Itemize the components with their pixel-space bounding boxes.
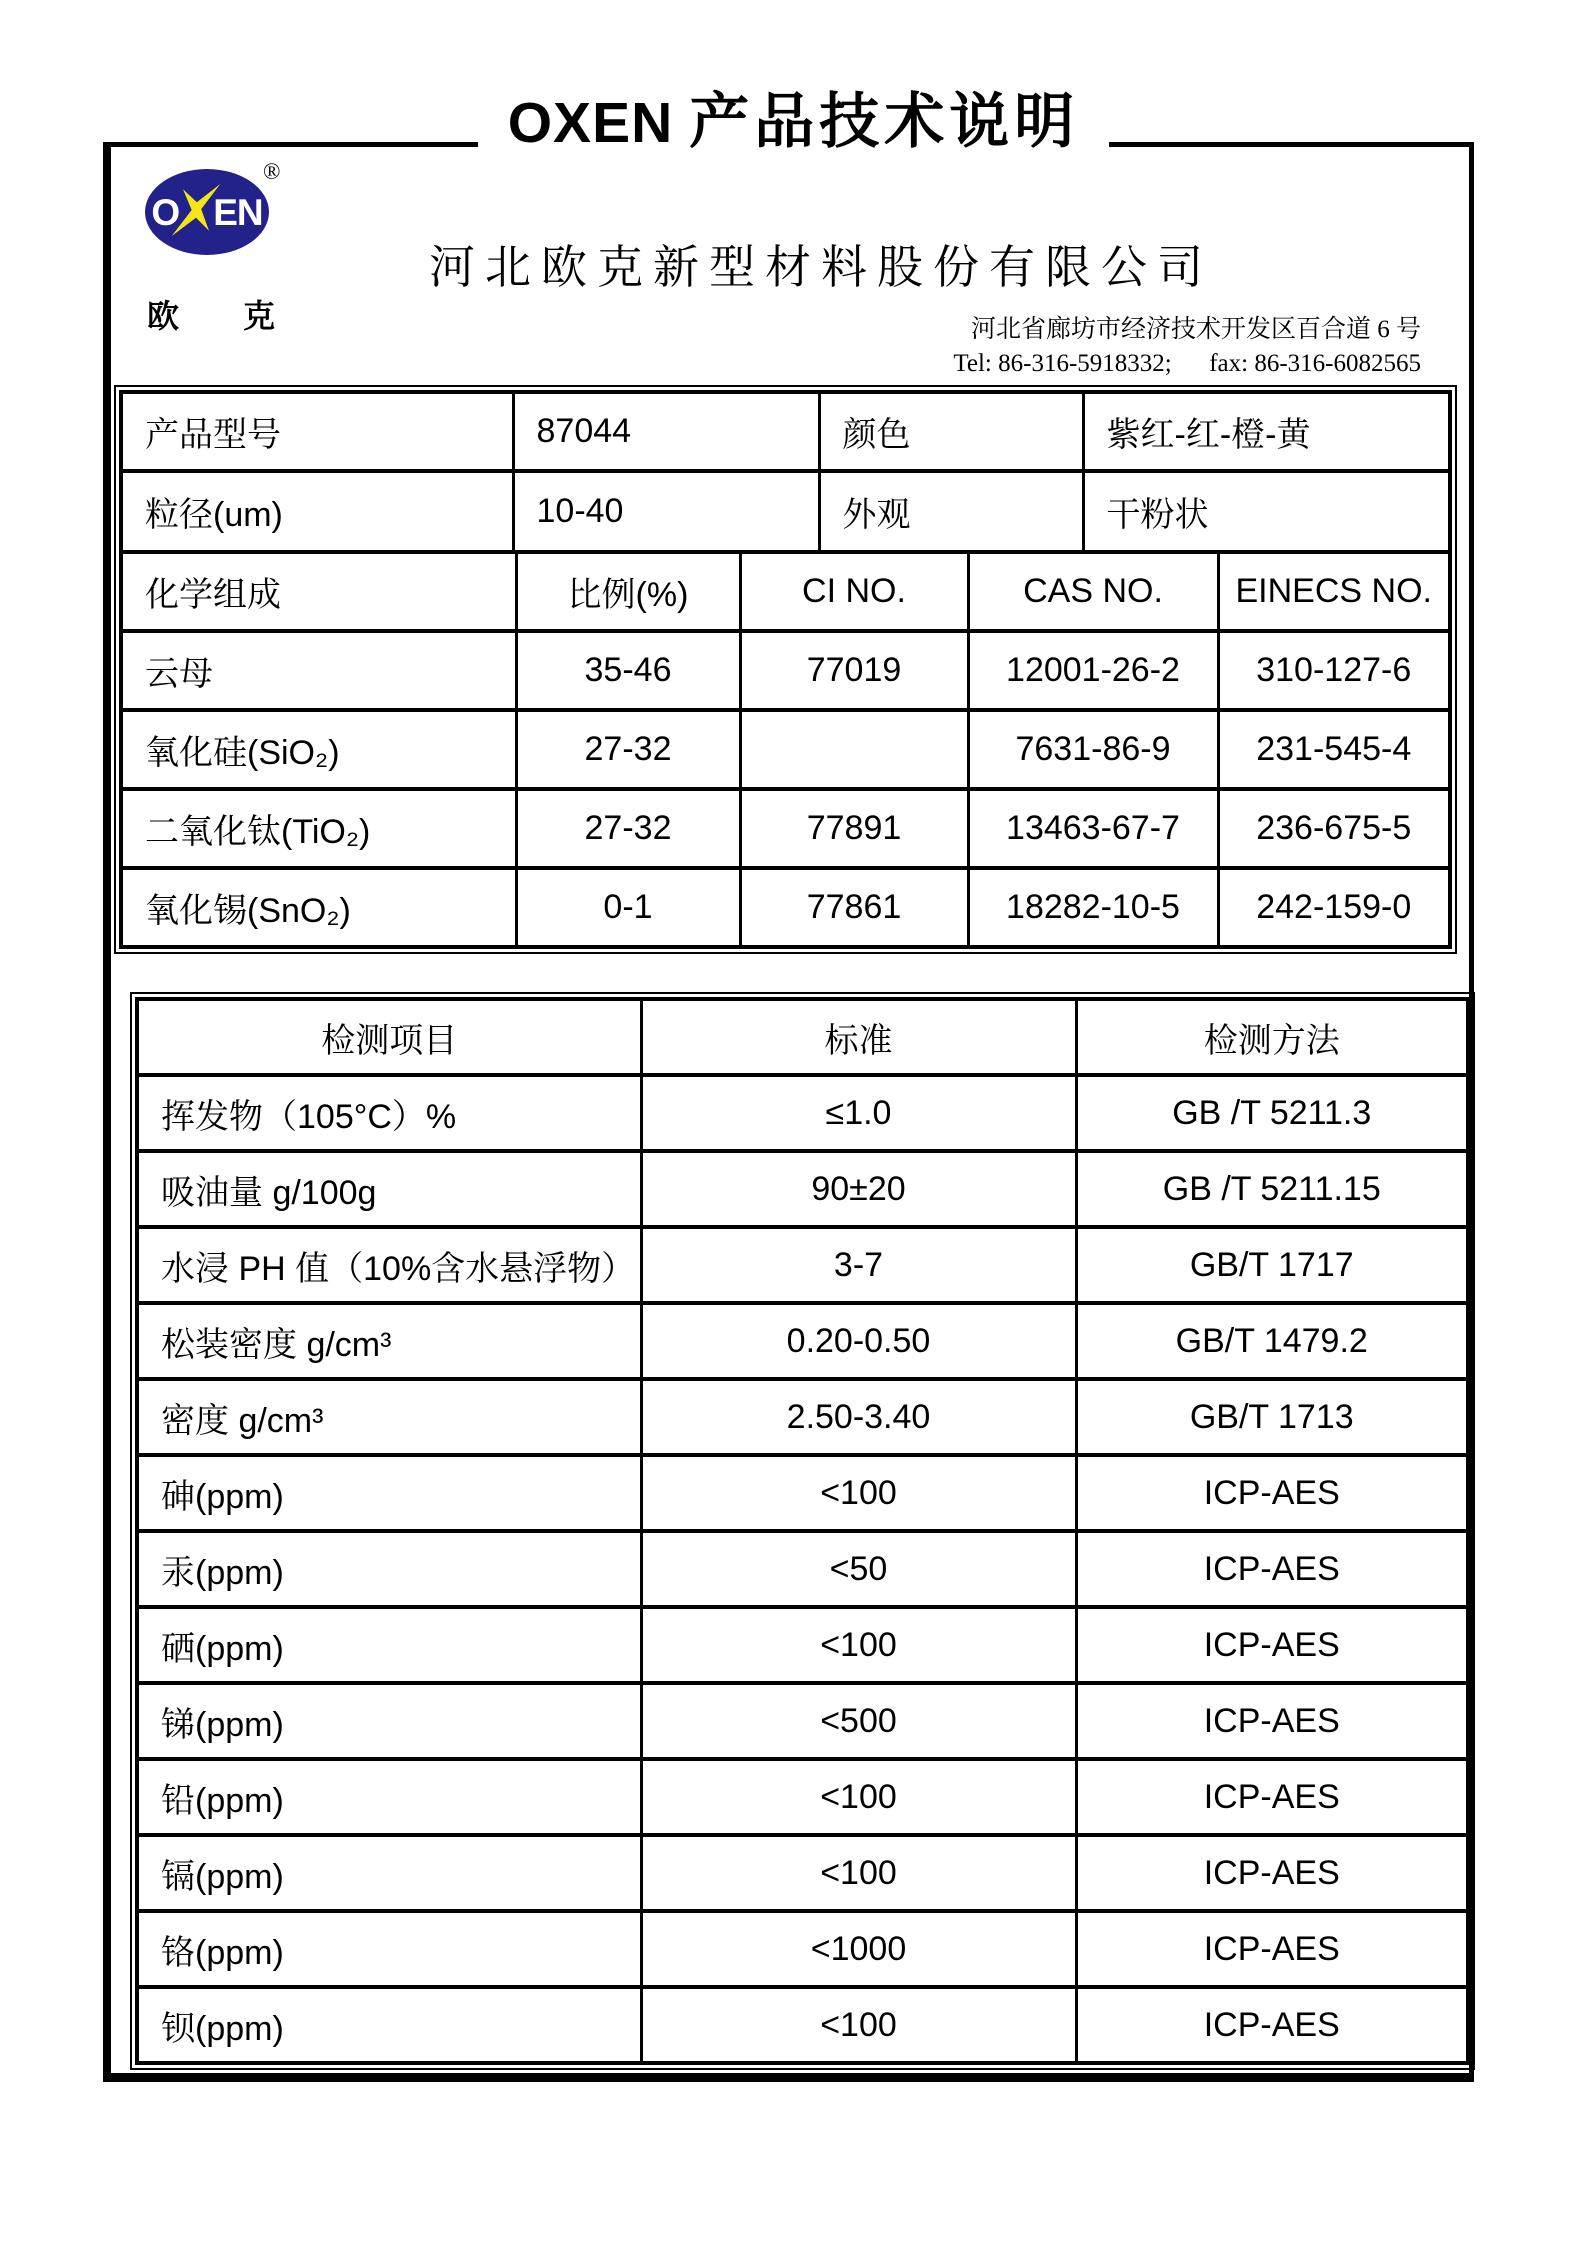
method-cell: ICP-AES bbox=[1076, 1911, 1468, 1987]
method-cell: GB /T 5211.15 bbox=[1076, 1151, 1468, 1227]
table-row bbox=[137, 1303, 1468, 1379]
test-header-row bbox=[137, 999, 1468, 1075]
composition-cell: 77861 bbox=[740, 868, 968, 947]
table-row bbox=[121, 710, 1450, 789]
table-row bbox=[137, 1531, 1468, 1607]
company-logo bbox=[145, 159, 355, 334]
logo-caption-right: 克 bbox=[242, 298, 275, 334]
test-item-cell: 挥发物（105°C）% bbox=[137, 1075, 641, 1151]
test-item-cell: 钡(ppm) bbox=[137, 1987, 641, 2063]
standard-cell: ≤1.0 bbox=[641, 1075, 1076, 1151]
standard-cell: 90±20 bbox=[641, 1151, 1076, 1227]
table-row bbox=[121, 868, 1450, 947]
method-cell: ICP-AES bbox=[1076, 1683, 1468, 1759]
table-row bbox=[121, 471, 1450, 550]
composition-cell: 77019 bbox=[740, 631, 968, 710]
appearance-label: 外观 bbox=[819, 471, 1083, 550]
column-header-cas-no: CAS NO. bbox=[968, 552, 1218, 631]
composition-cell: 236-675-5 bbox=[1218, 789, 1450, 868]
composition-cell: 氧化锡(SnO₂) bbox=[121, 868, 516, 947]
standard-cell: <1000 bbox=[641, 1911, 1076, 1987]
oxen-logo-ellipse bbox=[145, 169, 269, 255]
standard-cell: <50 bbox=[641, 1531, 1076, 1607]
method-cell: ICP-AES bbox=[1076, 1835, 1468, 1911]
company-name: 河北欧克新型材料股份有限公司 bbox=[429, 242, 1213, 293]
standard-cell: 2.50-3.40 bbox=[641, 1379, 1076, 1455]
table-row bbox=[137, 1455, 1468, 1531]
test-item-cell: 密度 g/cm³ bbox=[137, 1379, 641, 1455]
test-item-cell: 铬(ppm) bbox=[137, 1911, 641, 1987]
composition-cell: 云母 bbox=[121, 631, 516, 710]
company-contact: Tel: 86-316-5918332; fax: 86-316-6082565 bbox=[953, 350, 1421, 377]
method-cell: ICP-AES bbox=[1076, 1987, 1468, 2063]
column-header-standard: 标准 bbox=[641, 999, 1076, 1075]
standard-cell: 3-7 bbox=[641, 1227, 1076, 1303]
composition-cell: 二氧化钛(TiO₂) bbox=[121, 789, 516, 868]
method-cell: GB/T 1717 bbox=[1076, 1227, 1468, 1303]
table-row bbox=[137, 1607, 1468, 1683]
composition-header-row bbox=[121, 552, 1450, 631]
table-row bbox=[137, 1835, 1468, 1911]
table-row bbox=[121, 789, 1450, 868]
table-row bbox=[137, 1987, 1468, 2063]
method-cell: GB/T 1713 bbox=[1076, 1379, 1468, 1455]
company-address: 河北省廊坊市经济技术开发区百合道 6 号 bbox=[970, 316, 1421, 343]
page-title bbox=[0, 74, 1587, 172]
logo-caption bbox=[147, 291, 275, 337]
composition-cell: 35-46 bbox=[516, 631, 740, 710]
standard-cell: <100 bbox=[641, 1455, 1076, 1531]
standard-cell: 0.20-0.50 bbox=[641, 1303, 1076, 1379]
standard-cell: <100 bbox=[641, 1759, 1076, 1835]
table-row bbox=[121, 392, 1450, 471]
method-cell: ICP-AES bbox=[1076, 1759, 1468, 1835]
table-row bbox=[137, 1151, 1468, 1227]
title-brand: OXEN bbox=[507, 91, 674, 155]
composition-cell: 242-159-0 bbox=[1218, 868, 1450, 947]
standard-cell: <100 bbox=[641, 1607, 1076, 1683]
column-header-einecs-no: EINECS NO. bbox=[1218, 552, 1450, 631]
address-block bbox=[953, 313, 1421, 381]
table-row bbox=[137, 1683, 1468, 1759]
product-spec-table bbox=[119, 390, 1452, 949]
product-model-value: 87044 bbox=[513, 392, 819, 471]
standard-cell: <500 bbox=[641, 1683, 1076, 1759]
method-cell: GB/T 1479.2 bbox=[1076, 1303, 1468, 1379]
column-header-test-item: 检测项目 bbox=[137, 999, 641, 1075]
column-header-ratio: 比例(%) bbox=[516, 552, 740, 631]
title-text: 产品技术说明 bbox=[689, 89, 1080, 155]
test-item-cell: 锑(ppm) bbox=[137, 1683, 641, 1759]
composition-cell: 0-1 bbox=[516, 868, 740, 947]
star-x-icon bbox=[170, 181, 222, 239]
table-row bbox=[137, 1759, 1468, 1835]
composition-cell: 7631-86-9 bbox=[968, 710, 1218, 789]
table-row bbox=[137, 1911, 1468, 1987]
test-item-cell: 松装密度 g/cm³ bbox=[137, 1303, 641, 1379]
composition-cell: 氧化硅(SiO₂) bbox=[121, 710, 516, 789]
standard-cell: <100 bbox=[641, 1835, 1076, 1911]
test-item-cell: 镉(ppm) bbox=[137, 1835, 641, 1911]
appearance-value: 干粉状 bbox=[1083, 471, 1450, 550]
test-item-cell: 砷(ppm) bbox=[137, 1455, 641, 1531]
test-item-cell: 吸油量 g/100g bbox=[137, 1151, 641, 1227]
color-value: 紫红-红-橙-黄 bbox=[1083, 392, 1450, 471]
table-row bbox=[137, 1379, 1468, 1455]
method-cell: ICP-AES bbox=[1076, 1531, 1468, 1607]
standard-cell: <100 bbox=[641, 1987, 1076, 2063]
composition-cell: 12001-26-2 bbox=[968, 631, 1218, 710]
composition-cell: 231-545-4 bbox=[1218, 710, 1450, 789]
composition-cell: 18282-10-5 bbox=[968, 868, 1218, 947]
composition-cell bbox=[740, 710, 968, 789]
test-item-cell: 水浸 PH 值（10%含水悬浮物） bbox=[137, 1227, 641, 1303]
method-cell: GB /T 5211.3 bbox=[1076, 1075, 1468, 1151]
table-row bbox=[137, 1075, 1468, 1151]
logo-caption-left: 欧 bbox=[147, 298, 180, 334]
composition-cell: 27-32 bbox=[516, 789, 740, 868]
registered-mark-icon: ® bbox=[263, 159, 281, 184]
test-item-cell: 铅(ppm) bbox=[137, 1759, 641, 1835]
test-item-cell: 汞(ppm) bbox=[137, 1531, 641, 1607]
table-row bbox=[121, 631, 1450, 710]
composition-cell: 310-127-6 bbox=[1218, 631, 1450, 710]
product-model-label: 产品型号 bbox=[121, 392, 513, 471]
column-header-ci-no: CI NO. bbox=[740, 552, 968, 631]
table-row bbox=[137, 1227, 1468, 1303]
particle-size-value: 10-40 bbox=[513, 471, 819, 550]
composition-cell: 27-32 bbox=[516, 710, 740, 789]
logo-letters-en: EN bbox=[213, 191, 263, 233]
test-methods-table bbox=[135, 997, 1470, 2065]
logo-letter-o: O bbox=[151, 191, 180, 233]
content-frame bbox=[103, 142, 1474, 2082]
column-header-method: 检测方法 bbox=[1076, 999, 1468, 1075]
method-cell: ICP-AES bbox=[1076, 1455, 1468, 1531]
test-item-cell: 硒(ppm) bbox=[137, 1607, 641, 1683]
column-header-composition: 化学组成 bbox=[121, 552, 516, 631]
method-cell: ICP-AES bbox=[1076, 1607, 1468, 1683]
particle-size-label: 粒径(um) bbox=[121, 471, 513, 550]
composition-cell: 13463-67-7 bbox=[968, 789, 1218, 868]
composition-cell: 77891 bbox=[740, 789, 968, 868]
color-label: 颜色 bbox=[819, 392, 1083, 471]
